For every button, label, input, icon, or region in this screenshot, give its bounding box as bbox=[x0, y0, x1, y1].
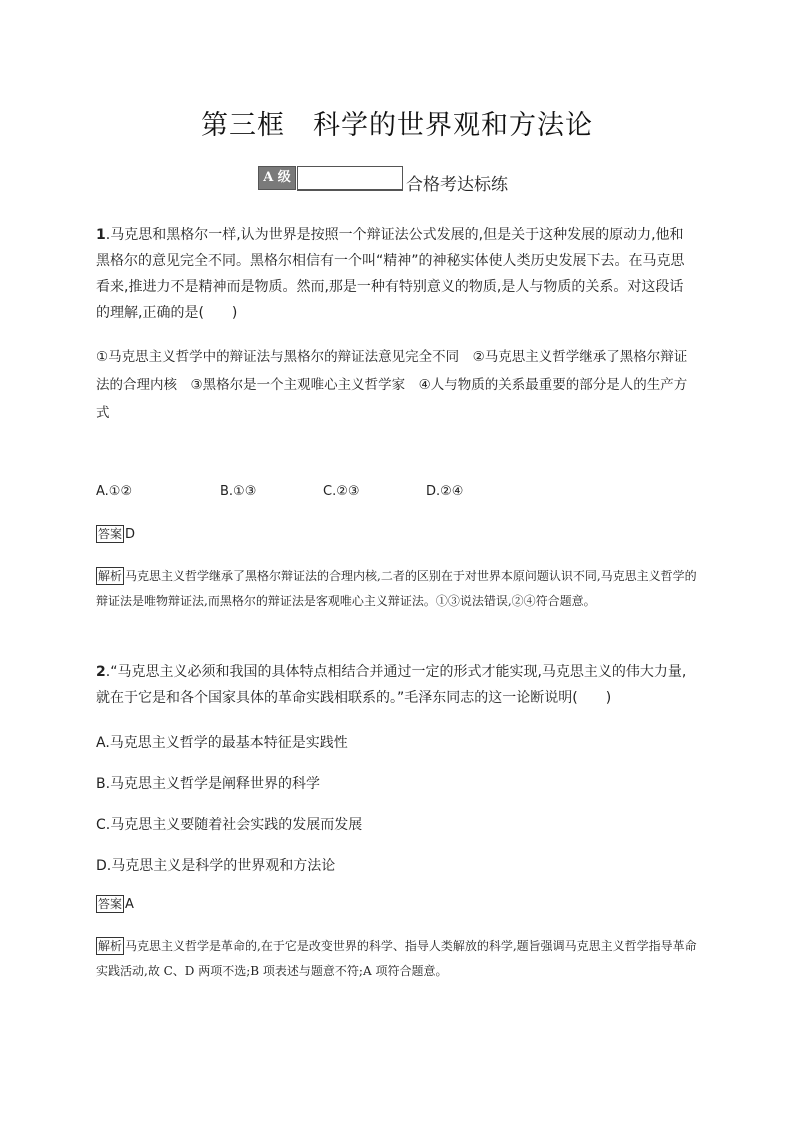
question-2-analysis bbox=[96, 934, 702, 984]
level-badge: A 级 bbox=[258, 166, 296, 190]
question-1-answer-value: D bbox=[125, 527, 136, 542]
answer-tag: 答案 bbox=[98, 897, 123, 911]
question-2-answer-value: A bbox=[125, 897, 134, 912]
analysis-tag: 解析 bbox=[98, 939, 123, 953]
question-2-option-a: A.马克思主义哲学的最基本特征是实践性 bbox=[96, 735, 348, 751]
answer-tag: 答案 bbox=[98, 527, 123, 541]
question-1-number: 1 bbox=[96, 227, 106, 243]
question-1-analysis bbox=[96, 564, 702, 614]
page-title: 第三框 科学的世界观和方法论 bbox=[201, 110, 593, 141]
question-2 bbox=[96, 659, 696, 711]
question-2-answer bbox=[96, 895, 134, 913]
question-2-option-c: C.马克思主义要随着社会实践的发展而发展 bbox=[96, 817, 363, 833]
analysis-tag: 解析 bbox=[98, 569, 123, 583]
question-1-analysis-text: 马克思主义哲学继承了黑格尔辩证法的合理内核,二者的区别在于对世界本原问题认识不同,马克思主义哲学的辩证法是唯物辩证法,而黑格尔的辩证法是客观唯心主义辩证法。①③说法错误,②④符合题意。 bbox=[96, 569, 697, 608]
question-1 bbox=[96, 222, 696, 326]
question-1-statements: ①马克思主义哲学中的辩证法与黑格尔的辩证法意见完全不同 ②马克思主义哲学继承了黑格尔辩证法的合理内核 ③黑格尔是一个主观唯心主义哲学家 ④人与物质的关系最重要的部分是人的生产方式 bbox=[96, 349, 688, 421]
level-label: 合格考达标练 bbox=[406, 175, 508, 195]
question-2-option-b: B.马克思主义哲学是阐释世界的科学 bbox=[96, 776, 321, 792]
question-1-choice-c: C.②③ bbox=[323, 484, 360, 499]
question-2-number: 2 bbox=[96, 664, 106, 680]
question-2-option-d: D.马克思主义是科学的世界观和方法论 bbox=[96, 858, 336, 874]
question-1-answer bbox=[96, 525, 135, 543]
question-1-choice-d: D.②④ bbox=[426, 484, 464, 499]
level-blank-box bbox=[297, 166, 403, 191]
question-1-choice-a: A.①② bbox=[96, 484, 133, 499]
question-1-text: .马克思和黑格尔一样,认为世界是按照一个辩证法公式发展的,但是关于这种发展的原动力,他和黑格尔的意见完全不同。黑格尔相信有一个叫“精神”的神秘实体使人类历史发展下去。在马克思看来,推进力不是精神而是物质。然而,那是一种有特别意义的物质,是人与物质的关系。对这段话的理解,正确的是( ) bbox=[96, 227, 685, 321]
question-1-choice-b: B.①③ bbox=[220, 484, 257, 499]
question-2-text: .“马克思主义必须和我国的具体特点相结合并通过一定的形式才能实现,马克思主义的伟大力量,就在于它是和各个国家具体的革命实践相联系的。”毛泽东同志的这一论断说明( ) bbox=[96, 664, 687, 706]
question-2-analysis-text: 马克思主义哲学是革命的,在于它是改变世界的科学、指导人类解放的科学,题旨强调马克思主义哲学指导革命实践活动,故 C、D 两项不选;B 项表述与题意不符;A 项符合题意。 bbox=[96, 939, 697, 978]
